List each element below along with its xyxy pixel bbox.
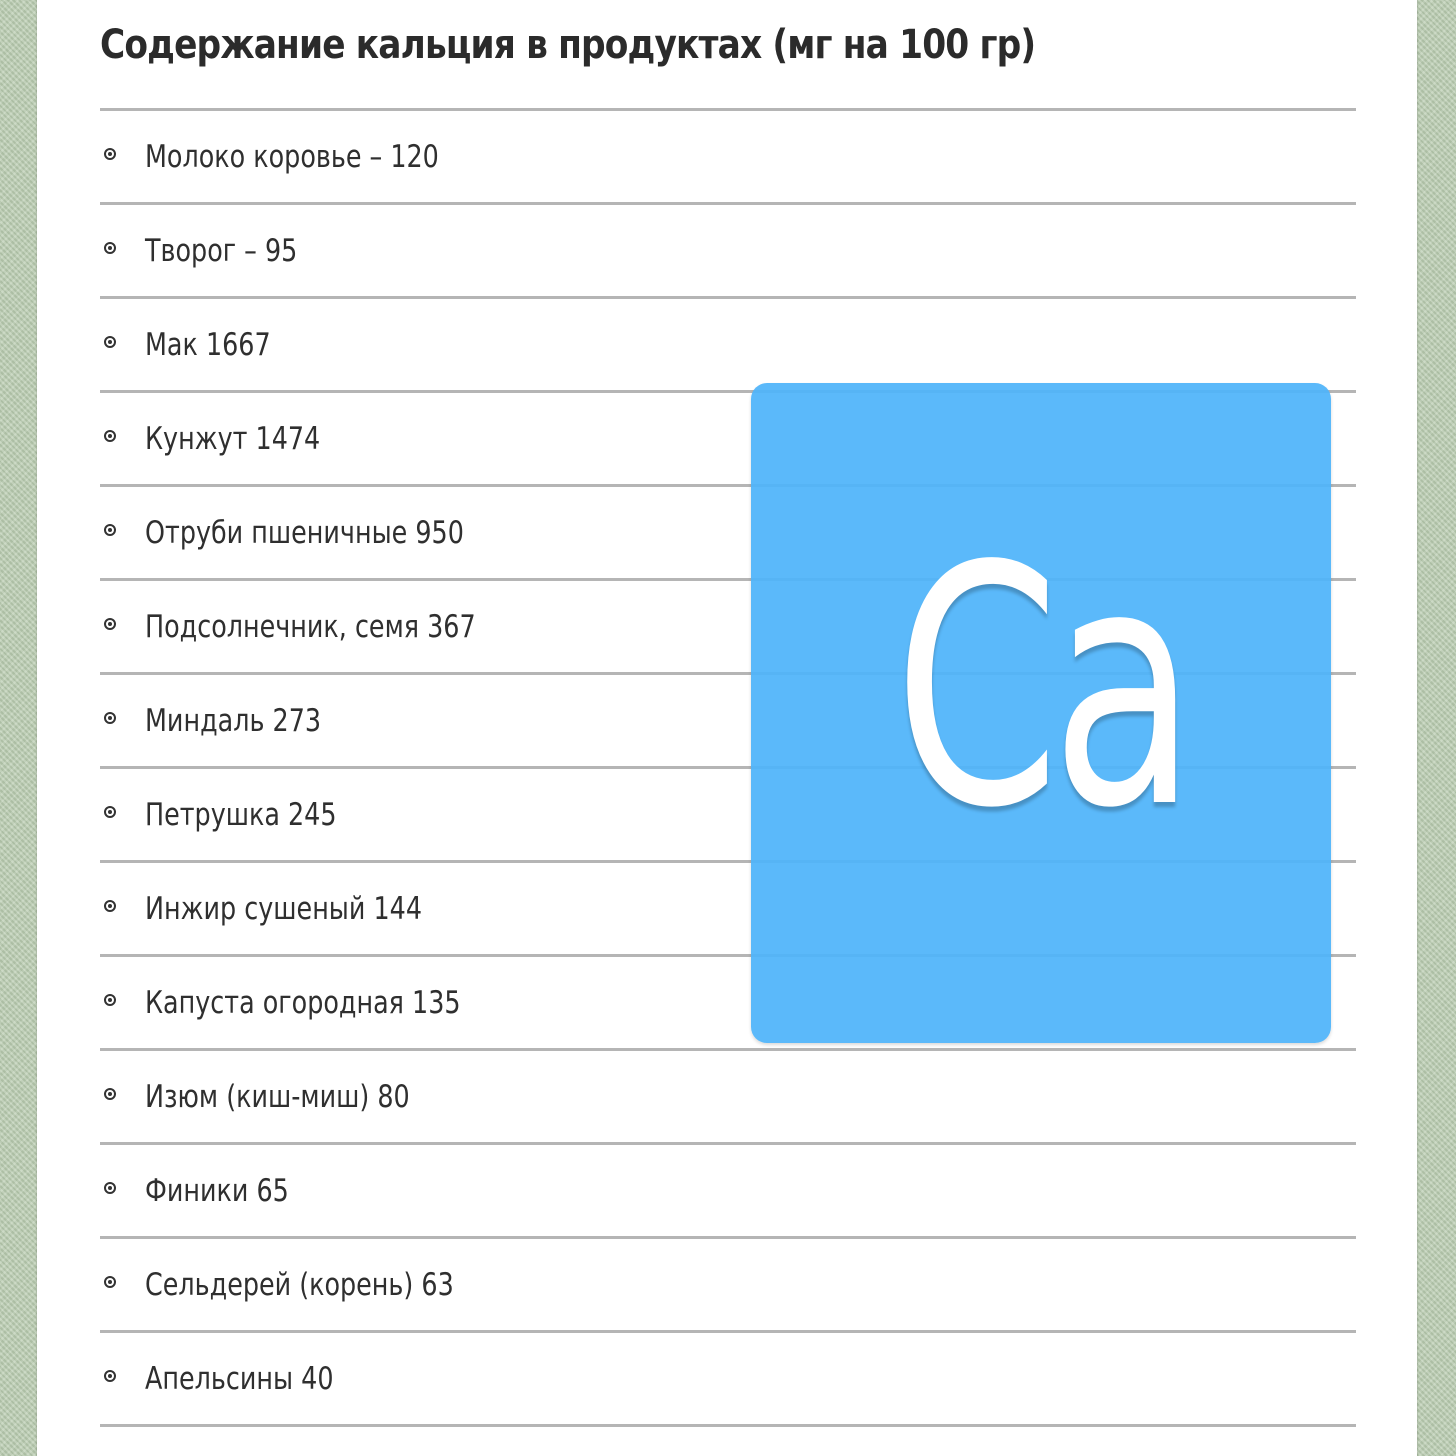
list-item: [100, 1051, 1356, 1145]
bullet-icon: [104, 618, 116, 630]
list-item-label: Апельсины 40: [145, 1361, 334, 1397]
bullet-icon: [104, 242, 116, 254]
bullet-icon: [104, 430, 116, 442]
list-item-label: Отруби пшеничные 950: [145, 515, 464, 551]
list-item-label: Сельдерей (корень) 63: [145, 1267, 454, 1303]
list-item: [100, 1145, 1356, 1239]
list-item-label: Творог – 95: [145, 233, 298, 269]
list-item-label: Миндаль 273: [145, 703, 322, 739]
bullet-icon: [104, 1370, 116, 1382]
bullet-icon: [104, 1088, 116, 1100]
bullet-icon: [104, 712, 116, 724]
list-item: [100, 299, 1356, 393]
bullet-icon: [104, 900, 116, 912]
calcium-element-tile: [751, 383, 1331, 1043]
bullet-icon: [104, 994, 116, 1006]
list-item-label: Капуста огородная 135: [145, 985, 461, 1021]
element-symbol: Ca: [893, 496, 1189, 880]
bullet-icon: [104, 336, 116, 348]
list-item-label: Молоко коровье – 120: [145, 139, 439, 175]
list-item: [100, 205, 1356, 299]
bullet-icon: [104, 1182, 116, 1194]
list-item-label: Изюм (киш-миш) 80: [145, 1079, 410, 1115]
list-item: [100, 1239, 1356, 1333]
bullet-icon: [104, 524, 116, 536]
list-item-label: Инжир сушеный 144: [145, 891, 423, 927]
bullet-icon: [104, 1276, 116, 1288]
bullet-icon: [104, 148, 116, 160]
list-item-label: Подсолнечник, семя 367: [145, 609, 476, 645]
bullet-icon: [104, 806, 116, 818]
list-item-label: Петрушка 245: [145, 797, 337, 833]
list-item-label: Кунжут 1474: [145, 421, 321, 457]
list-item-label: Финики 65: [145, 1173, 289, 1209]
list-item: [100, 111, 1356, 205]
page-title: Содержание кальция в продуктах (мг на 100 гр): [100, 22, 1036, 68]
list-item: [100, 1333, 1356, 1427]
list-item-label: Мак 1667: [145, 327, 271, 363]
